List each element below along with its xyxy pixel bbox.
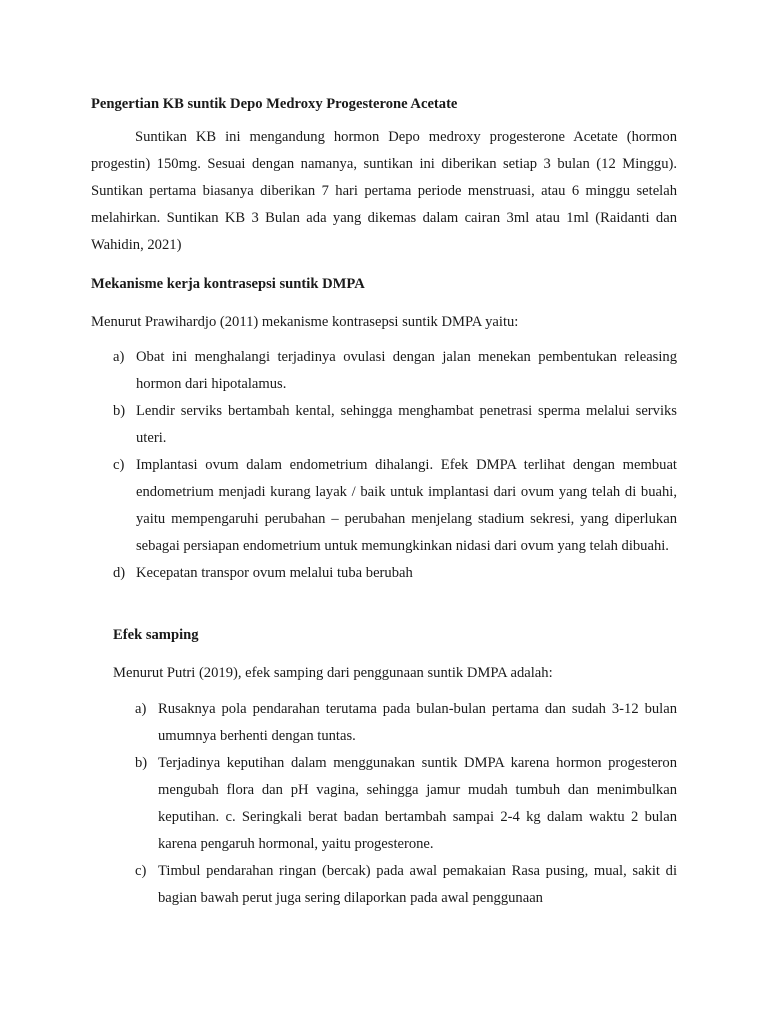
list-marker: a) (135, 701, 147, 717)
section-title-pengertian: Pengertian KB suntik Depo Medroxy Progesterone Acetate (91, 96, 458, 112)
list-item (113, 344, 677, 398)
list-item (113, 560, 677, 587)
list-item-text: Lendir serviks bertambah kental, sehingga menghambat penetrasi sperma melalui serviks uteri. (136, 403, 677, 446)
list-item-text: Implantasi ovum dalam endometrium dihalangi. Efek DMPA terlihat dengan membuat endometrium menjadi kurang layak / baik untuk implantasi dari ovum yang telah di buahi, yaitu mempengaruhi perubahan – perubahan menjelang stadium sekresi, yang diperlukan sebagai persiapan endometrium untuk memungkinkan nidasi dari ovum yang telah dibuahi. (136, 457, 677, 554)
list-item-text: Kecepatan transpor ovum melalui tuba berubah (136, 565, 413, 581)
list-marker: a) (113, 349, 125, 365)
section-title-mekanisme: Mekanisme kerja kontrasepsi suntik DMPA (91, 276, 365, 292)
list-item (135, 750, 677, 858)
section-title-efek-samping: Efek samping (113, 627, 199, 643)
list-item (113, 398, 677, 452)
list-item (135, 858, 677, 912)
list-item-text: Obat ini menghalangi terjadinya ovulasi dengan jalan menekan pembentukan releasing hormon dari hipotalamus. (136, 349, 677, 392)
list-item-text: Rusaknya pola pendarahan terutama pada bulan-bulan pertama dan sudah 3-12 bulan umumnya berhenti dengan tuntas. (158, 701, 677, 744)
list-marker: b) (113, 403, 126, 419)
list-marker: d) (113, 565, 126, 581)
list-marker: c) (113, 457, 125, 473)
list-marker: b) (135, 755, 148, 771)
list-efek-samping (135, 696, 677, 912)
list-marker: c) (135, 863, 147, 879)
list-mekanisme (113, 344, 677, 587)
intro-efek-samping: Menurut Putri (2019), efek samping dari penggunaan suntik DMPA adalah: (113, 665, 553, 681)
list-item (135, 696, 677, 750)
intro-mekanisme: Menurut Prawihardjo (2011) mekanisme kontrasepsi suntik DMPA yaitu: (91, 314, 519, 330)
list-item-text: Timbul pendarahan ringan (bercak) pada awal pemakaian Rasa pusing, mual, sakit di bagian bawah perut juga sering dilaporkan pada awal penggunaan (158, 863, 677, 906)
list-item (113, 452, 677, 560)
paragraph-pengertian: Suntikan KB ini mengandung hormon Depo medroxy progesterone Acetate (hormon progestin) 150mg. Sesuai dengan namanya, suntikan ini diberikan setiap 3 bulan (12 Minggu). Suntikan pertama biasanya diberikan 7 hari pertama periode menstruasi, atau 6 minggu setelah melahirkan. Suntikan KB 3 Bulan ada yang dikemas dalam cairan 3ml atau 1ml (Raidanti dan Wahidin, 2021) (91, 129, 677, 253)
list-item-text: Terjadinya keputihan dalam menggunakan suntik DMPA karena hormon progesteron mengubah flora dan pH vagina, sehingga jamur mudah tumbuh dan menimbulkan keputihan. c. Seringkali berat badan bertambah sampai 2-4 kg dalam waktu 2 bulan karena pengaruh hormonal, yaitu progesterone. (158, 755, 677, 852)
